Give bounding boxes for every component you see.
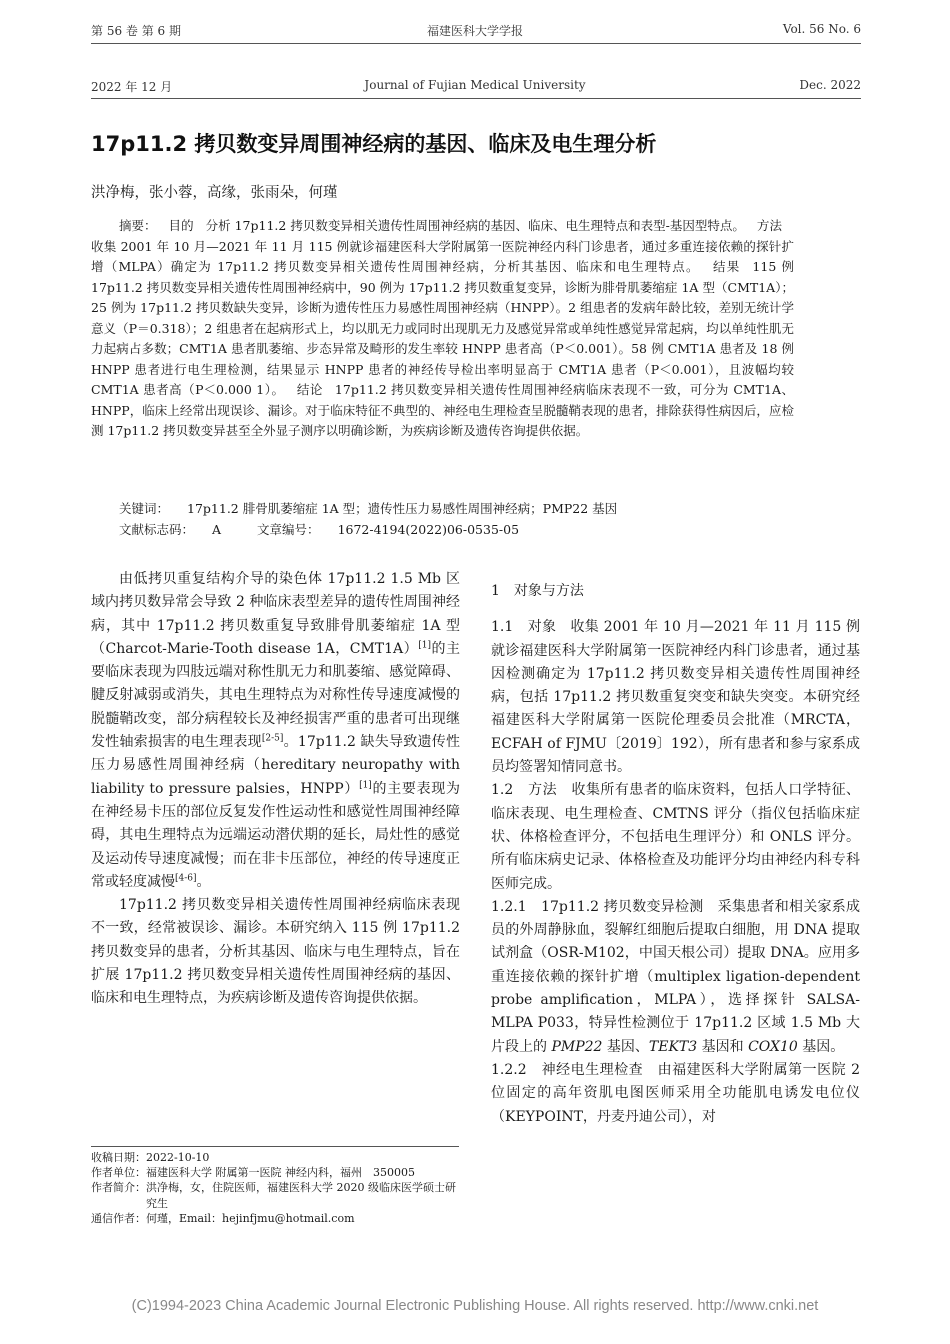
section-1-2-2: 1.2.2 神经电生理检查 由福建医科大学附属第一医院 2 位固定的高年资肌电图医师采用全功能肌电诱发电位仪（KEYPOINT，丹麦丹迪公司），对 <box>491 1061 861 1125</box>
results-text: 115 例 17p11.2 拷贝数变异相关遗传性周围神经病中，90 例为 17p11.2 拷贝数重复变异，诊断为腓骨肌萎缩症 1A 型（CMT1A）；25 例为 17p11.2 拷贝数缺失变异，诊断为遗传性压力易感性周围神经病（HNPP）。2 组患者的发病年龄比较，差别无统计学意义（P＝0.318）；2 组患者在起病形式上，均以肌无力或同时出现肌无力及感觉异常或单纯性感觉异常起病，均以单纯性肌无力起病占多数；CMT1A 患者肌萎缩、步态异常及畸形的发生率较 HNPP 患者高（P＜0.001）。58 例 CMT1A 患者及 18 例 HNPP 患者进行电生理检测，结果显示 HNPP 患者的神经传导检出率明显高于 CMT1A 患者（P＜0.001），且波幅均较 CMT1A 患者高（P＜0.000 1）。 <box>91 259 794 397</box>
keywords <box>119 499 617 517</box>
left-column <box>91 568 460 1011</box>
header-rule-top <box>91 43 861 44</box>
aim-text: 分析 17p11.2 拷贝数变异相关遗传性周围神经病的基因、临床、电生理特点和表型-基因型特点。 <box>205 218 745 233</box>
citation-ref: [1] <box>359 780 372 791</box>
footnote-correspondence: 通信作者： 何瑾，Email：hejinfjmu@hotmail.com <box>91 1211 355 1225</box>
intro-paragraph-1: 由低拷贝重复结构介导的染色体 17p11.2 1.5 Mb 区域内拷贝数异常会导致 2 种临床表型差异的遗传性周围神经病，其中 17p11.2 拷贝数重复导致腓骨肌萎缩症 1A 型（Charcot-Marie-Tooth disease 1A，CMT1A）[1]的主要临床表现为四肢远端对称性肌无力和肌萎缩、感觉障碍、腱反射减弱或消失，其电生理特点为对称性传导速度减慢的脱髓鞘改变，部分病程较长及神经损害严重的患者可出现继发性轴索损害的电生理表现[2-5]。17p11.2 缺失导致遗传性压力易感性周围神经病（hereditary neuropathy with liability to pressure palsies，HNPP）[1]的主要表现为在神经易卡压的部位反复发作性运动性和感觉性周围神经障碍，其电生理特点为远端运动潜伏期的延长，局灶性的感觉及运动传导速度减慢；而在非卡压部位，神经的传导速度正常或轻度减慢[4-6]。 <box>91 571 461 890</box>
footnote-received: 收稿日期： 2022-10-10 <box>91 1151 210 1164</box>
gene-name: COX10 <box>748 1038 798 1055</box>
footnote-affiliation: 作者单位： 福建医科大学 附属第一医院 神经内科，福州 350005 <box>91 1166 415 1180</box>
gene-name: TEKT3 <box>648 1038 698 1055</box>
right-column <box>491 580 860 1129</box>
article-title: 17p11.2 拷贝数变异周围神经病的基因、临床及电生理分析 <box>91 132 657 156</box>
section-1-2-2-label: 1.2.2 神经电生理检查 <box>491 1061 644 1078</box>
volume-issue-cn: 第 56 卷 第 6 期 <box>91 24 181 38</box>
issue-date-cn: 2022 年 12 月 <box>91 80 173 94</box>
abstract <box>91 216 794 442</box>
article-no: 1672-4194(2022)06-0535-05 <box>337 522 520 537</box>
volume-issue-en: Vol. 56 No. 6 <box>782 22 861 36</box>
doc-code: A <box>212 522 222 537</box>
section-1-2-label: 1.2 方法 <box>491 782 558 799</box>
conclusion-text: 17p11.2 拷贝数变异相关遗传性周围神经病临床表现不一致，可分为 CMT1A、HNPP，临床上经常出现误诊、漏诊。对于临床特征不典型的、神经电生理检查呈脱髓鞘表现的患者，排除获得性病因后，应检测 17p11.2 拷贝数变异甚至全外显子测序以明确诊断，为疾病诊断及遗传咨询提供依据。 <box>91 382 794 438</box>
footnote-rule <box>91 1146 459 1147</box>
copyright-footer: (C)1994-2023 China Academic Journal Electronic Publishing House. All rights reserved. http://www.cnki.net <box>131 1298 819 1314</box>
article-no-label: 文章编号： <box>257 522 320 537</box>
citation-ref: [2-5] <box>261 733 284 744</box>
abstract-label: 摘要： <box>119 218 157 233</box>
section-heading-1: 1 对象与方法 <box>491 583 584 599</box>
intro-paragraph-2: 17p11.2 拷贝数变异相关遗传性周围神经病临床表现不一致，经常被误诊、漏诊。本研究纳入 115 例 17p11.2 拷贝数变异的患者，分析其基因、临床与电生理特点，旨在扩展 17p11.2 拷贝数变异相关遗传性周围神经病的基因、临床和电生理特点，为疾病诊断及遗传咨询提供依据。 <box>91 897 460 1007</box>
journal-name-cn: 福建医科大学学报 <box>426 24 523 38</box>
section-1-2-1-label: 1.2.1 17p11.2 拷贝数变异检测 <box>491 898 704 915</box>
results-label: 结果 <box>711 259 741 274</box>
issue-date-en: Dec. 2022 <box>799 78 861 92</box>
aim-label: 目的 <box>168 218 194 233</box>
methods-text: 收集 2001 年 10 月—2021 年 11 月 115 例就诊福建医科大学附属第一医院神经内科门诊患者，通过多重连接依赖的探针扩增（MLPA）确定为 17p11.2 拷贝数变异相关遗传性周围神经病，分析其基因、临床和电生理特点。 <box>91 238 794 274</box>
keywords-text: 17p11.2 腓骨肌萎缩症 1A 型；遗传性压力易感性周围神经病；PMP22 基因 <box>187 501 618 516</box>
citation-ref: [4-6] <box>175 873 197 884</box>
keywords-label: 关键词： <box>119 501 170 516</box>
gene-name: PMP22 <box>551 1038 603 1055</box>
section-1-1-label: 1.1 对象 <box>491 619 557 636</box>
section-1-2-1: 1.2.1 17p11.2 拷贝数变异检测 采集患者和相关家系成员的外周静脉血，裂解红细胞后提取白细胞，用 DNA 提取试剂盒（OSR-M102，中国天根公司）提取 DNA。应用多重连接依赖的探针扩增（multiplex ligation-dependent probe amplification，MLPA），选择探针 SALSA-MLPA P033，特异性检测位于 17p11.2 区域 1.5 Mb 大片段上的 PMP22 基因、TEKT3 基因和 COX10 基因。 <box>491 898 861 1055</box>
section-1-2: 1.2 方法 收集所有患者的临床资料，包括人口学特征、临床表现、电生理检查、CMTNS 评分（指仪包括临床症状、体格检查评分，不包括电生理评分）和 ONLS 评分。所有临床病史记录、体格检查及功能评分均由神经内科专科医师完成。 <box>491 782 861 892</box>
section-1-1: 1.1 对象 收集 2001 年 10 月—2021 年 11 月 115 例就诊福建医科大学附属第一医院神经内科门诊患者，通过基因检测确定为 17p11.2 拷贝数变异相关遗传性周围神经病，包括 17p11.2 拷贝数重复突变和缺失突变。本研究经福建医科大学附属第一医院伦理委员会批准（MRCTA，ECFAH of FJMU〔2019〕192），所有患者和参与家系成员均签署知情同意书。 <box>491 619 861 776</box>
doc-meta <box>119 520 519 538</box>
author-list: 洪净梅，张小蓉，高缘，张雨朵，何瑾 <box>91 185 338 201</box>
footnotes <box>91 1150 463 1226</box>
header-rule-bottom <box>91 98 861 99</box>
conclusion-label: 结论 <box>296 382 323 397</box>
methods-label: 方法 <box>756 218 782 233</box>
citation-ref: [1] <box>418 640 431 651</box>
journal-name-en: Journal of Fujian Medical University <box>364 78 586 92</box>
doc-code-label: 文献标志码： <box>119 522 195 537</box>
footnote-author-bio: 作者简介： 洪净梅，女，住院医师，福建医科大学 2020 级临床医学硕士研究生 <box>91 1181 456 1210</box>
